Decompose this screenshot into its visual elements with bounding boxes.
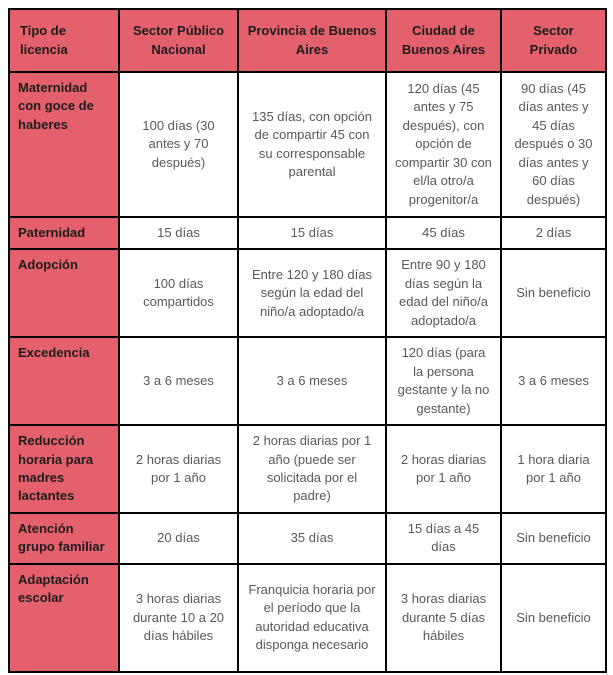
- data-cell: 15 días: [119, 217, 238, 249]
- data-cell: Franquicia horaria por el período que la autoridad educativa disponga necesario: [238, 564, 386, 672]
- column-header-sector-privado: Sector Privado: [501, 9, 606, 72]
- data-cell: Sin beneficio: [501, 249, 606, 337]
- data-cell: 2 horas diarias por 1 año: [386, 425, 501, 513]
- data-cell: 45 días: [386, 217, 501, 249]
- data-cell: Entre 120 y 180 días según la edad del niño/a adoptado/a: [238, 249, 386, 337]
- data-cell: 100 días (30 antes y 70 después): [119, 72, 238, 217]
- data-cell: 2 horas diarias por 1 año: [119, 425, 238, 513]
- table-row-adopcion: [9, 249, 606, 337]
- data-cell: 3 horas diarias durante 5 días hábiles: [386, 564, 501, 672]
- data-cell: 3 a 6 meses: [119, 337, 238, 425]
- data-cell: 15 días: [238, 217, 386, 249]
- leave-comparison-table: [8, 8, 607, 673]
- data-cell: 3 a 6 meses: [501, 337, 606, 425]
- table-row-adaptacion-escolar: [9, 564, 606, 672]
- column-header-tipo-de-licencia: Tipo de licencia: [9, 9, 119, 72]
- table-body: [9, 72, 606, 672]
- row-label-cell: Paternidad: [9, 217, 119, 249]
- table-row-maternidad: [9, 72, 606, 217]
- row-label-cell: Maternidad con goce de haberes: [9, 72, 119, 217]
- data-cell: 3 a 6 meses: [238, 337, 386, 425]
- row-label-cell: Reducción horaria para madres lactantes: [9, 425, 119, 513]
- column-header-provincia-buenos-aires: Provincia de Buenos Aires: [238, 9, 386, 72]
- data-cell: 35 días: [238, 513, 386, 564]
- row-label-cell: Atención grupo familiar: [9, 513, 119, 564]
- data-cell: 2 días: [501, 217, 606, 249]
- column-header-ciudad-buenos-aires: Ciudad de Buenos Aires: [386, 9, 501, 72]
- header-row: [9, 9, 606, 72]
- row-label-cell: Adaptación escolar: [9, 564, 119, 672]
- data-cell: Entre 90 y 180 días según la edad del niño/a adoptado/a: [386, 249, 501, 337]
- table-row-reduccion-horaria: [9, 425, 606, 513]
- data-cell: 100 días compartidos: [119, 249, 238, 337]
- data-cell: 120 días (para la persona gestante y la no gestante): [386, 337, 501, 425]
- data-cell: 90 días (45 días antes y 45 días después o 30 días antes y 60 días después): [501, 72, 606, 217]
- data-cell: 3 horas diarias durante 10 a 20 días hábiles: [119, 564, 238, 672]
- data-cell: 120 días (45 antes y 75 después), con opción de compartir 30 con el/la otro/a progenitor/a: [386, 72, 501, 217]
- column-header-sector-publico-nacional: Sector Público Nacional: [119, 9, 238, 72]
- table-row-excedencia: [9, 337, 606, 425]
- data-cell: 1 hora diaria por 1 año: [501, 425, 606, 513]
- data-cell: 2 horas diarias por 1 año (puede ser solicitada por el padre): [238, 425, 386, 513]
- data-cell: 135 días, con opción de compartir 45 con su corresponsable parental: [238, 72, 386, 217]
- table-row-atencion-grupo-familiar: [9, 513, 606, 564]
- data-cell: 20 días: [119, 513, 238, 564]
- data-cell: Sin beneficio: [501, 564, 606, 672]
- table-row-paternidad: [9, 217, 606, 249]
- row-label-cell: Excedencia: [9, 337, 119, 425]
- table-header: [9, 9, 606, 72]
- data-cell: 15 días a 45 días: [386, 513, 501, 564]
- data-cell: Sin beneficio: [501, 513, 606, 564]
- row-label-cell: Adopción: [9, 249, 119, 337]
